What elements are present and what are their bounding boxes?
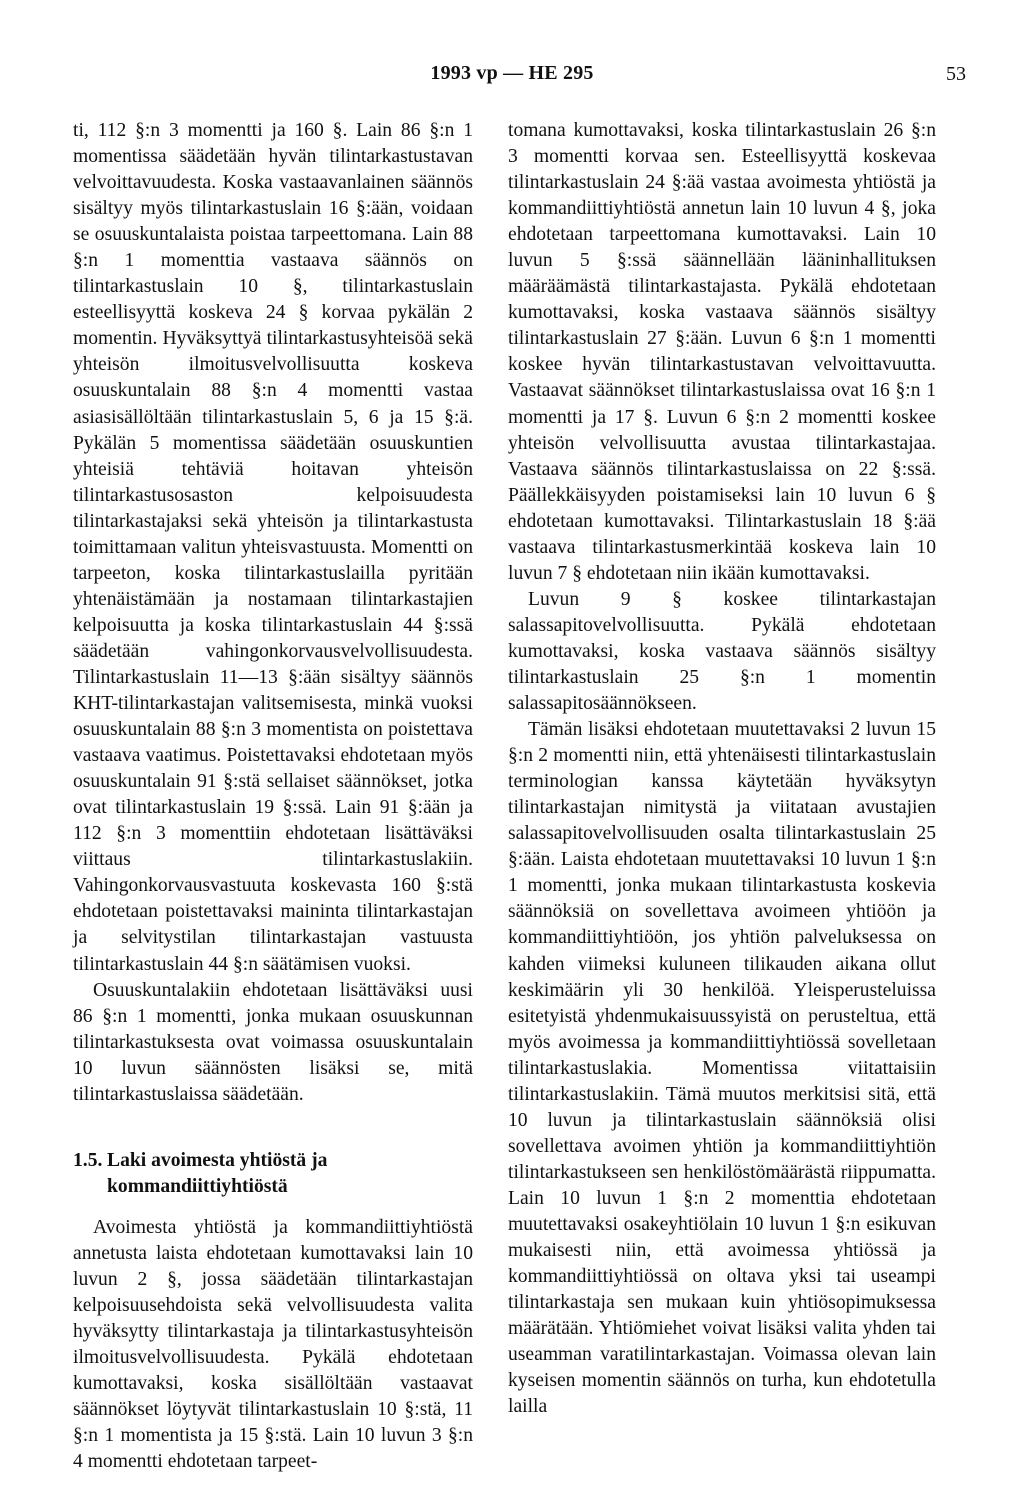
section-title: Laki avoimesta yhtiöstä ja kommandiittiyhtiöstä — [107, 1149, 328, 1197]
body-paragraph: Tämän lisäksi ehdotetaan muutettavaksi 2 luvun 15 §:n 2 momentti niin, että yhtenäisesti tilintarkastuslain terminologian kanssa käytetään hyväksytyn tilintarkastajan nimitystä ja viitataan avustajien salassapitovelvollisuuden osalta tilintarkastuslain 25 §:ään. Laista ehdotetaan muutettavaksi 10 luvun 1 §:n 1 momentti, jonka mukaan tilintarkastusta koskevia säännöksiä on sovellettava avoimeen yhtiöön ja kommandiittiyhtiöön, jos yhtiön palveluksessa on kahden viimeksi kuluneen tilikauden aikana ollut keskimäärin yli 30 henkilöä. Yleisperusteluissa esitetyistä yhdenmukaisuussyistä on perusteltua, että myös avoimessa ja kommandiittiyhtiössä sovelletaan tilintarkastuslakia. Momentissa viitattaisiin tilintarkastuslakiin. Tämä muutos merkitsisi sitä, että 10 luvun ja tilintarkastuslain säännöksiä olisi sovellettava avoimen yhtiön ja kommandiittiyhtiön tilintarkastukseen sen henkilöstömäärästä riippumatta. Lain 10 luvun 1 §:n 2 momenttia ehdotetaan muutettavaksi osakeyhtiölain 10 luvun 1 §:n esikuvan mukaisesti niin, että avoimessa yhtiössä ja kommandiittiyhtiössä on oltava yksi tai useampi tilintarkastaja sen mukaan kuin yhtiösopimuksessa määrätään. Yhtiömiehet voivat lisäksi valita yhden tai useamman varatilintarkastajan. Voimassa olevan lain kyseisen momentin säännös on turha, kun ehdotetulla lailla — [508, 719, 936, 1418]
section-heading — [73, 1148, 473, 1200]
right-column — [508, 118, 936, 1420]
section-number: 1.5. — [73, 1149, 103, 1171]
page-number: 53 — [946, 63, 966, 85]
running-head: 1993 vp — HE 295 — [430, 62, 594, 84]
body-paragraph: ti, 112 §:n 3 momentti ja 160 §. Lain 86 §:n 1 momentissa säädetään hyvän tilintarkastustavan velvoittavuudesta. Koska vastaavanlainen säännös sisältyy myös tilintarkastuslain 16 §:ään, voidaan se osuuskuntalaista poistaa tarpeettomana. Lain 88 §:n 1 momenttia vastaava säännös on tilintarkastuslain 10 §, tilintarkastuslain esteellisyyttä koskeva 24 § korvaa pykälän 2 momentin. Hyväksyttyä tilintarkastusyhteisöä sekä yhteisön ilmoitusvelvollisuutta koskeva osuuskuntalain 88 §:n 4 momentti vastaa asiasisällöltään tilintarkastuslain 5, 6 ja 15 §:ä. Pykälän 5 momentissa säädetään osuuskuntien yhteisiä tehtäviä hoitavan yhteisön tilintarkastusosaston kelpoisuudesta tilintarkastajaksi sekä yhteisön ja tilintarkastusta toimittamaan valitun yhteisvastuusta. Momentti on tarpeeton, koska tilintarkastuslailla pyritään yhtenäistämään ja nostamaan tilintarkastajien kelpoisuutta ja koska tilintarkastuslain 44 §:ssä säädetään vahingonkorvausvelvollisuudesta. Tilintarkastuslain 11—13 §:ään sisältyy säännös KHT-tilintarkastajan valitsemisesta, minkä vuoksi osuuskuntalain 88 §:n 3 momentista on poistettava vastaava vaatimus. Poistettavaksi ehdotetaan myös osuuskuntalain 91 §:stä sellaiset säännökset, jotka ovat tilintarkastuslain 19 §:ssä. Lain 91 §:ään ja 112 §:n 3 momenttiin ehdotetaan lisättäväksi viittaus tilintarkastuslakiin. Vahingonkorvausvastuuta koskevasta 160 §:stä ehdotetaan poistettavaksi maininta tilintarkastajan ja selvitystilan tilintarkastajan vastuusta tilintarkastuslain 44 §:n säätämisen vuoksi. — [73, 120, 473, 975]
body-paragraph: tomana kumottavaksi, koska tilintarkastuslain 26 §:n 3 momentti korvaa sen. Esteellisyyttä koskevaa tilintarkastuslain 24 §:ää vastaa avoimesta yhtiöstä ja kommandiittiyhtiöstä annetun lain 10 luvun 4 §, joka ehdotetaan tarpeettomana kumottavaksi. Lain 10 luvun 5 §:ssä säännellään lääninhallituksen määräämästä tilintarkastajasta. Pykälä ehdotetaan kumottavaksi, koska vastaava säännös sisältyy tilintarkastuslain 27 §:ään. Luvun 6 §:n 1 momentti koskee hyvän tilintarkastustavan velvoittavuutta. Vastaavat säännökset tilintarkastuslaissa ovat 16 §:n 1 momentti ja 17 §. Luvun 6 §:n 2 momentti koskee yhteisön velvollisuutta avustaa tilintarkastajaa. Vastaava säännös tilintarkastuslaissa on 22 §:ssä. Päällekkäisyyden poistamiseksi lain 10 luvun 6 § ehdotetaan kumottavaksi. Tilintarkastuslain 18 §:ää vastaava tilintarkastusmerkintää koskeva lain 10 luvun 7 § ehdotetaan niin ikään kumottavaksi. — [508, 120, 936, 584]
body-paragraph: Osuuskuntalakiin ehdotetaan lisättäväksi uusi 86 §:n 1 momentti, jonka mukaan osuuskunnan tilintarkastuksesta ovat voimassa osuuskuntalain 10 luvun säännösten lisäksi se, mitä tilintarkastuslaissa säädetään. — [73, 979, 473, 1105]
page-header — [0, 62, 1024, 92]
body-paragraph: Avoimesta yhtiöstä ja kommandiittiyhtiöstä annetusta laista ehdotetaan kumottavaksi lain 10 luvun 2 §, jossa säädetään tilintarkastajan kelpoisuusehdoista sekä velvollisuudesta valita hyväksytty tilintarkastaja ja tilintarkastusyhteisön ilmoitusvelvollisuudesta. Pykälä ehdotetaan kumottavaksi, koska sisällöltään vastaavat säännökset löytyvät tilintarkastuslain 10 §:stä, 11 §:n 1 momentista ja 15 §:stä. Lain 10 luvun 3 §:n 4 momentti ehdotetaan tarpeet- — [73, 1216, 473, 1473]
body-paragraph: Luvun 9 § koskee tilintarkastajan salassapitovelvollisuutta. Pykälä ehdotetaan kumottavaksi, koska vastaava säännös sisältyy tilintarkastuslain 25 §:n 1 momentin salassapitosäännökseen. — [508, 588, 936, 715]
left-column — [73, 118, 473, 1475]
